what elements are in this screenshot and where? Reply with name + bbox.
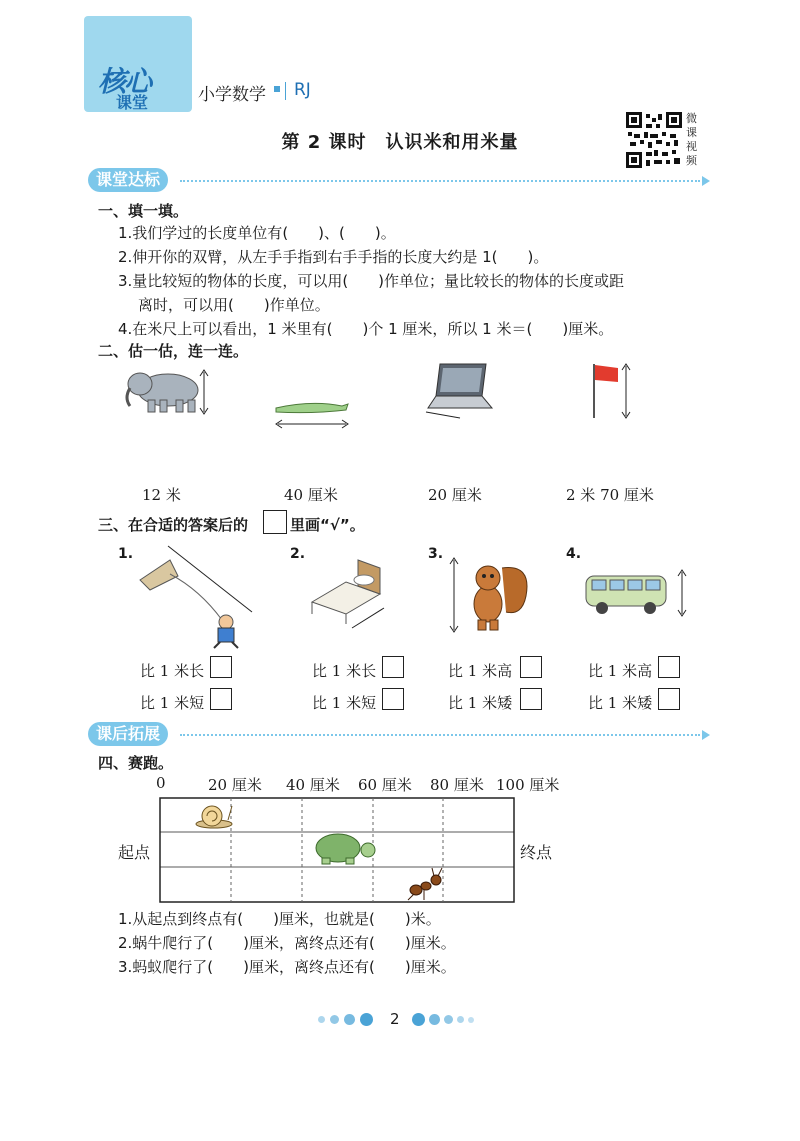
- qr-code-icon[interactable]: [626, 112, 682, 168]
- part1-item: 2.伸开你的双臂，从左手手指到右手手指的长度大约是 1( )。: [118, 248, 549, 266]
- bed-icon: [306, 552, 386, 632]
- option-label: 比 1 米矮: [588, 694, 653, 712]
- answer-checkbox[interactable]: [210, 688, 232, 710]
- decor-dot: [429, 1014, 440, 1025]
- decor-dot: [444, 1015, 453, 1024]
- logo-subtitle: 课堂: [116, 93, 149, 112]
- part3-heading-post: 里画“√”。: [290, 516, 365, 534]
- section-divider: [180, 734, 700, 736]
- estimate-label: 40 厘米: [284, 486, 338, 504]
- estimate-label: 12 米: [142, 486, 181, 504]
- arrow-right-icon: [702, 176, 710, 186]
- part1-item: 4.在米尺上可以看出，1 米里有( )个 1 厘米，所以 1 米＝( )厘米。: [118, 320, 614, 338]
- part2-heading: 二、估一估，连一连。: [98, 342, 249, 360]
- answer-checkbox[interactable]: [210, 656, 232, 678]
- arrow-right-icon: [702, 730, 710, 740]
- decor-dot: [344, 1014, 355, 1025]
- subject-label: 小学数学: [198, 85, 266, 105]
- item-number: 1.: [118, 546, 134, 562]
- option-label: 比 1 米高: [448, 662, 513, 680]
- van-icon: [582, 568, 694, 618]
- page-number: 2: [390, 1010, 400, 1028]
- part1-item: 3.量比较短的物体的长度，可以用( )作单位；量比较长的物体的长度或距: [118, 272, 625, 290]
- elephant-icon: [120, 364, 212, 416]
- answer-checkbox[interactable]: [520, 688, 542, 710]
- option-label: 比 1 米矮: [448, 694, 513, 712]
- section-divider: [180, 180, 700, 182]
- part4-heading: 四、赛跑。: [98, 754, 174, 772]
- race-track: [158, 796, 516, 904]
- scale-label: 100 厘米: [496, 776, 560, 794]
- part1-heading: 一、填一填。: [98, 202, 189, 220]
- scale-label: 20 厘米: [208, 776, 262, 794]
- edition-label: RJ: [294, 80, 311, 100]
- answer-checkbox[interactable]: [382, 656, 404, 678]
- part1-item: 离时，可以用( )作单位。: [138, 296, 330, 314]
- laptop-icon: [420, 360, 498, 420]
- option-label: 比 1 米长: [140, 662, 205, 680]
- qr-caption: 微课视频: [686, 112, 697, 167]
- scale-label: 60 厘米: [358, 776, 412, 794]
- item-number: 3.: [428, 546, 444, 562]
- part4-item: 1.从起点到终点有( )厘米，也就是( )米。: [118, 910, 441, 928]
- scale-label: 0: [156, 774, 166, 792]
- section-tag-classroom: 课堂达标: [88, 168, 168, 192]
- start-label: 起点: [118, 843, 151, 862]
- decor-dot: [468, 1017, 474, 1023]
- option-label: 比 1 米高: [588, 662, 653, 680]
- decor-dot: [412, 1013, 425, 1026]
- cucumber-icon: [272, 398, 352, 432]
- page-title: 第 2 课时 认识米和用米量: [281, 132, 519, 153]
- separator-square: [274, 86, 280, 92]
- decor-dot: [330, 1015, 339, 1024]
- part4-item: 2.蜗牛爬行了( )厘米，离终点还有( )厘米。: [118, 934, 456, 952]
- kite-icon: [130, 540, 260, 650]
- part1-item: 1.我们学过的长度单位有( )、( )。: [118, 224, 396, 242]
- item-number: 2.: [290, 546, 306, 562]
- answer-checkbox[interactable]: [382, 688, 404, 710]
- decor-dot: [318, 1016, 325, 1023]
- answer-checkbox[interactable]: [520, 656, 542, 678]
- option-label: 比 1 米短: [312, 694, 377, 712]
- end-label: 终点: [520, 843, 553, 862]
- flag-icon: [588, 360, 634, 420]
- answer-checkbox[interactable]: [658, 656, 680, 678]
- part3-heading-pre: 三、在合适的答案后的: [98, 516, 249, 534]
- decor-dot: [360, 1013, 373, 1026]
- squirrel-icon: [446, 556, 536, 634]
- option-label: 比 1 米长: [312, 662, 377, 680]
- section-tag-extension: 课后拓展: [88, 722, 168, 746]
- scale-label: 80 厘米: [430, 776, 484, 794]
- estimate-label: 2 米 70 厘米: [566, 486, 654, 504]
- decor-dot: [457, 1016, 464, 1023]
- estimate-label: 20 厘米: [428, 486, 482, 504]
- scale-label: 40 厘米: [286, 776, 340, 794]
- separator-bar: [285, 82, 286, 100]
- logo-title: 核心: [98, 65, 151, 98]
- answer-checkbox[interactable]: [658, 688, 680, 710]
- example-checkbox: [263, 510, 287, 534]
- part4-item: 3.蚂蚁爬行了( )厘米，离终点还有( )厘米。: [118, 958, 456, 976]
- item-number: 4.: [566, 546, 582, 562]
- option-label: 比 1 米短: [140, 694, 205, 712]
